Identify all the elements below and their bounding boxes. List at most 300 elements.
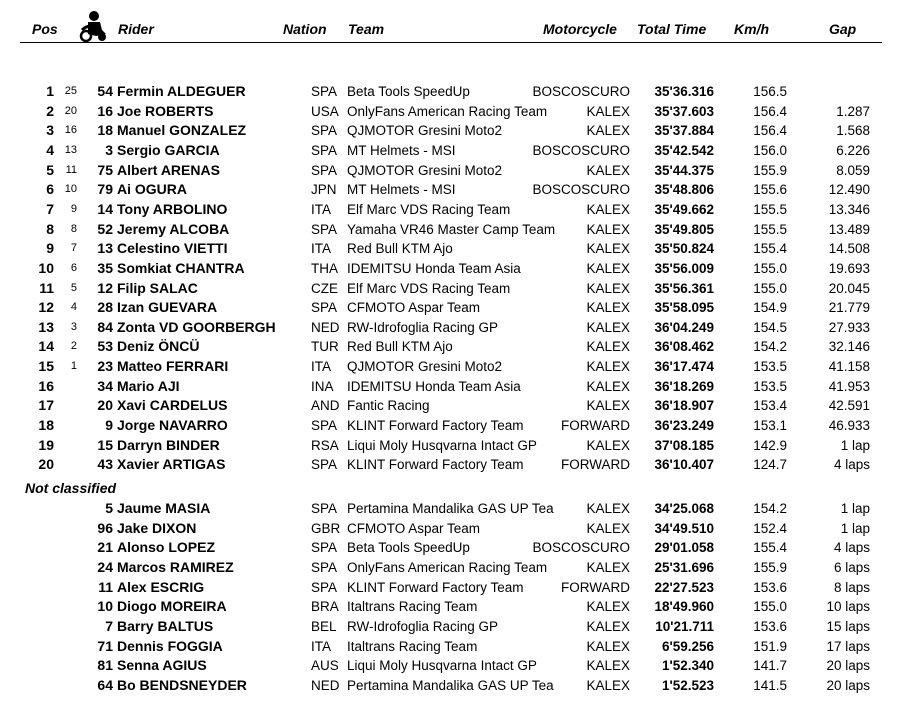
cell-kmh: 153.4: [753, 398, 787, 414]
cell-rider: Diogo MOREIRA: [117, 598, 227, 615]
cell-pos: 20: [38, 456, 54, 473]
header-rider: Rider: [118, 21, 154, 37]
cell-nation: RSA: [311, 437, 339, 453]
cell-moto: KALEX: [586, 638, 630, 654]
cell-team: Beta Tools SpeedUp: [347, 540, 470, 556]
motorcycle-rider-icon: [78, 10, 108, 42]
cell-gap: 6 laps: [833, 559, 870, 575]
cell-nation: JPN: [311, 182, 337, 198]
cell-nation: SPA: [311, 123, 338, 139]
cell-moto: KALEX: [586, 677, 630, 693]
cell-gap: 41.953: [828, 378, 870, 394]
cell-kmh: 124.7: [753, 457, 787, 473]
cell-gap: 20 laps: [826, 677, 870, 693]
cell-moto: KALEX: [586, 378, 630, 394]
cell-num: 28: [97, 299, 113, 316]
table-row: [0, 161, 917, 181]
cell-moto: KALEX: [586, 520, 630, 536]
cell-time: 35'37.884: [654, 123, 714, 139]
cell-num: 79: [97, 181, 113, 198]
cell-team: Italtrans Racing Team: [347, 599, 478, 615]
cell-gap: 8.059: [836, 162, 870, 178]
cell-pts: 25: [64, 85, 77, 97]
cell-moto: KALEX: [586, 201, 630, 217]
cell-pts: 2: [70, 340, 77, 353]
cell-nation: SPA: [311, 162, 338, 178]
cell-pts: 5: [70, 281, 77, 294]
cell-pos: 7: [46, 200, 54, 217]
cell-rider: Joe ROBERTS: [117, 102, 214, 119]
cell-pts: 10: [64, 183, 77, 196]
cell-pos: 14: [38, 338, 54, 355]
cell-num: 7: [105, 617, 113, 634]
cell-pos: 1: [46, 83, 54, 99]
cell-moto: KALEX: [586, 103, 630, 119]
cell-pts: 20: [64, 104, 77, 117]
header-pos: Pos: [32, 21, 58, 37]
cell-num: 21: [97, 539, 113, 556]
table-row: [0, 637, 917, 657]
table-row: [0, 259, 917, 279]
cell-pos: 19: [38, 436, 54, 453]
table-row: [0, 377, 917, 397]
cell-moto: KALEX: [586, 123, 630, 139]
cell-rider: Somkiat CHANTRA: [117, 259, 245, 276]
cell-time: 35'48.806: [654, 182, 714, 198]
cell-gap: 13.489: [828, 221, 870, 237]
cell-time: 35'56.009: [654, 260, 714, 276]
cell-gap: 1.287: [836, 103, 870, 119]
cell-time: 10'21.711: [655, 618, 714, 634]
cell-moto: KALEX: [586, 658, 630, 674]
cell-gap: 14.508: [828, 241, 870, 257]
cell-gap: 17 laps: [826, 638, 870, 654]
cell-kmh: 154.2: [753, 501, 787, 516]
cell-moto: BOSCOSCURO: [532, 84, 630, 99]
cell-kmh: 156.5: [753, 84, 787, 99]
header-motorcycle: Motorcycle: [543, 21, 617, 37]
cell-kmh: 155.4: [753, 241, 787, 257]
cell-team: KLINT Forward Factory Team: [347, 457, 524, 473]
cell-time: 36'18.269: [654, 378, 714, 394]
cell-num: 75: [97, 161, 113, 178]
cell-num: 43: [97, 456, 113, 473]
cell-rider: Manuel GONZALEZ: [117, 122, 247, 139]
cell-pos: 11: [39, 279, 54, 296]
cell-nation: SPA: [311, 142, 338, 158]
cell-moto: KALEX: [586, 398, 630, 414]
cell-team: Pertamina Mandalika GAS UP Tea: [347, 501, 554, 516]
cell-kmh: 155.0: [753, 599, 787, 615]
cell-gap: 46.933: [828, 418, 870, 434]
cell-num: 16: [97, 102, 113, 119]
cell-time: 36'04.249: [654, 319, 714, 335]
cell-kmh: 155.5: [753, 201, 787, 217]
cell-kmh: 153.6: [753, 579, 787, 595]
cell-num: 71: [97, 637, 113, 654]
cell-gap: 1 lap: [840, 520, 870, 536]
cell-kmh: 154.9: [753, 300, 787, 316]
cell-time: 36'18.907: [654, 398, 714, 414]
cell-gap: 4 laps: [833, 457, 870, 473]
cell-num: 53: [97, 338, 113, 355]
table-row: [0, 102, 917, 122]
cell-rider: Jorge NAVARRO: [117, 417, 228, 434]
cell-team: Red Bull KTM Ajo: [347, 339, 453, 355]
cell-time: 1'52.340: [661, 658, 714, 674]
cell-num: 34: [97, 377, 113, 394]
cell-gap: 42.591: [828, 398, 870, 414]
cell-num: 14: [97, 200, 113, 217]
cell-kmh: 156.4: [753, 123, 787, 139]
cell-pts: 9: [70, 202, 77, 215]
table-row: [0, 337, 917, 357]
table-row: [0, 239, 917, 259]
table-row: [0, 656, 917, 676]
cell-num: 3: [105, 141, 113, 158]
cell-rider: Sergio GARCIA: [117, 141, 220, 158]
cell-moto: FORWARD: [561, 418, 630, 434]
cell-nation: GBR: [311, 520, 341, 536]
cell-pos: 12: [38, 299, 54, 316]
cell-gap: 6.226: [836, 142, 870, 158]
cell-moto: KALEX: [586, 280, 630, 296]
cell-moto: KALEX: [586, 162, 630, 178]
cell-nation: INA: [311, 378, 334, 394]
cell-pos: 9: [46, 240, 54, 257]
cell-time: 37'08.185: [654, 437, 714, 453]
cell-num: 10: [97, 598, 113, 615]
cell-pos: 6: [46, 181, 54, 198]
cell-nation: ITA: [311, 241, 331, 257]
cell-rider: Matteo FERRARI: [117, 358, 229, 375]
cell-team: RW-Idrofoglia Racing GP: [347, 319, 499, 335]
cell-nation: BRA: [311, 599, 339, 615]
cell-team: QJMOTOR Gresini Moto2: [347, 123, 503, 139]
cell-moto: BOSCOSCURO: [532, 142, 630, 158]
cell-time: 36'17.474: [654, 359, 714, 375]
cell-time: 36'23.249: [654, 418, 714, 434]
cell-kmh: 155.0: [753, 260, 787, 276]
table-row: [0, 455, 917, 475]
cell-rider: Darryn BINDER: [117, 436, 220, 453]
cell-pts: 16: [64, 124, 77, 137]
cell-nation: TUR: [311, 339, 339, 355]
cell-rider: Dennis FOGGIA: [117, 637, 223, 654]
cell-time: 34'25.068: [654, 501, 714, 516]
cell-kmh: 155.5: [753, 221, 787, 237]
cell-rider: Jake DIXON: [117, 519, 197, 536]
cell-gap: 19.693: [828, 260, 870, 276]
cell-pts: 11: [65, 163, 77, 176]
results-header: [20, 8, 882, 43]
cell-gap: 1.568: [836, 123, 870, 139]
cell-team: Fantic Racing: [347, 398, 430, 414]
cell-nation: SPA: [311, 84, 338, 99]
cell-nation: ITA: [311, 638, 331, 654]
cell-team: Elf Marc VDS Racing Team: [347, 280, 511, 296]
cell-nation: USA: [311, 103, 339, 119]
table-row: [0, 141, 917, 161]
cell-num: 24: [97, 558, 113, 575]
table-row: [0, 121, 917, 141]
cell-pts: 3: [70, 320, 77, 333]
cell-rider: Jaume MASIA: [117, 500, 211, 516]
cell-pts: 1: [70, 360, 77, 373]
cell-pos: 15: [38, 358, 54, 375]
cell-moto: KALEX: [586, 319, 630, 335]
cell-moto: KALEX: [586, 241, 630, 257]
cell-num: 52: [97, 220, 113, 237]
cell-time: 35'37.603: [654, 103, 714, 119]
cell-gap: 21.779: [828, 300, 870, 316]
cell-team: Pertamina Mandalika GAS UP Tea: [347, 677, 554, 693]
cell-team: Yamaha VR46 Master Camp Team: [347, 221, 556, 237]
header-kmh: Km/h: [734, 21, 769, 37]
cell-num: 96: [97, 519, 113, 536]
cell-nation: SPA: [311, 540, 338, 556]
cell-kmh: 155.4: [753, 540, 787, 556]
not-classified-title: Not classified: [25, 480, 117, 496]
cell-time: 6'59.256: [661, 638, 714, 654]
cell-num: 64: [97, 676, 113, 693]
cell-rider: Mario AJI: [117, 377, 180, 394]
table-row: [0, 617, 917, 637]
cell-nation: SPA: [311, 579, 338, 595]
cell-team: Elf Marc VDS Racing Team: [347, 201, 511, 217]
cell-gap: 41.158: [828, 359, 870, 375]
cell-num: 5: [105, 500, 113, 516]
cell-nation: ITA: [311, 359, 331, 375]
table-row: [0, 357, 917, 377]
cell-rider: Alex ESCRIG: [117, 578, 205, 595]
cell-rider: Tony ARBOLINO: [117, 200, 228, 217]
cell-kmh: 153.6: [753, 618, 787, 634]
cell-team: MT Helmets - MSI: [347, 182, 456, 198]
cell-time: 1'52.523: [661, 677, 714, 693]
cell-moto: KALEX: [586, 501, 630, 516]
table-row: [0, 499, 917, 519]
cell-pts: 6: [70, 261, 77, 274]
cell-pts: 13: [64, 143, 77, 156]
cell-rider: Xavier ARTIGAS: [117, 456, 226, 473]
table-row: [0, 416, 917, 436]
cell-num: 18: [97, 122, 113, 139]
cell-num: 84: [97, 318, 113, 335]
cell-nation: SPA: [311, 457, 338, 473]
cell-num: 20: [97, 397, 113, 414]
cell-gap: 20.045: [828, 280, 870, 296]
cell-kmh: 151.9: [753, 638, 787, 654]
cell-nation: NED: [311, 677, 340, 693]
cell-time: 36'08.462: [654, 339, 714, 355]
cell-team: Liqui Moly Husqvarna Intact GP: [347, 437, 537, 453]
cell-kmh: 156.4: [753, 103, 787, 119]
cell-team: QJMOTOR Gresini Moto2: [347, 359, 503, 375]
cell-pos: 2: [46, 102, 54, 119]
cell-rider: Fermin ALDEGUER: [117, 83, 246, 99]
cell-nation: AUS: [311, 658, 339, 674]
cell-time: 35'49.662: [654, 201, 714, 217]
cell-pos: 17: [38, 397, 54, 414]
cell-num: 13: [97, 240, 113, 257]
cell-gap: 1 lap: [840, 437, 870, 453]
cell-time: 18'49.960: [654, 599, 714, 615]
cell-rider: Barry BALTUS: [117, 617, 214, 634]
table-row: [0, 180, 917, 200]
cell-rider: Alonso LOPEZ: [117, 539, 215, 556]
cell-num: 23: [97, 358, 113, 375]
cell-moto: FORWARD: [561, 457, 630, 473]
table-row: [0, 279, 917, 299]
cell-pos: 16: [38, 377, 54, 394]
cell-num: 54: [97, 83, 113, 99]
cell-rider: Celestino VIETTI: [117, 240, 228, 257]
cell-moto: KALEX: [586, 221, 630, 237]
cell-nation: THA: [311, 260, 338, 276]
cell-rider: Ai OGURA: [117, 181, 187, 198]
cell-gap: 12.490: [828, 182, 870, 198]
cell-pos: 10: [38, 259, 54, 276]
cell-team: IDEMITSU Honda Team Asia: [347, 260, 521, 276]
cell-time: 29'01.058: [654, 540, 714, 556]
cell-rider: Zonta VD GOORBERGH: [117, 318, 276, 335]
cell-rider: Deniz ÖNCÜ: [117, 338, 200, 355]
cell-gap: 8 laps: [833, 579, 870, 595]
cell-pos: 3: [46, 122, 54, 139]
cell-time: 22'27.523: [654, 579, 714, 595]
cell-team: KLINT Forward Factory Team: [347, 579, 524, 595]
cell-kmh: 153.5: [753, 378, 787, 394]
cell-kmh: 155.6: [753, 182, 787, 198]
cell-nation: SPA: [311, 559, 338, 575]
cell-num: 12: [97, 279, 113, 296]
cell-time: 35'42.542: [654, 142, 714, 158]
cell-time: 35'58.095: [654, 300, 714, 316]
table-row: [0, 597, 917, 617]
cell-pos: 8: [46, 220, 54, 237]
header-team: Team: [348, 21, 385, 37]
cell-pos: 18: [38, 417, 54, 434]
cell-rider: Albert ARENAS: [117, 161, 220, 178]
cell-nation: ITA: [311, 201, 331, 217]
cell-moto: BOSCOSCURO: [532, 540, 630, 556]
cell-nation: BEL: [311, 618, 337, 634]
cell-team: IDEMITSU Honda Team Asia: [347, 378, 521, 394]
cell-rider: Izan GUEVARA: [117, 299, 218, 316]
cell-moto: KALEX: [586, 437, 630, 453]
cell-nation: SPA: [311, 501, 338, 516]
header-total-time: Total Time: [637, 21, 707, 37]
table-row: [0, 220, 917, 240]
cell-nation: SPA: [311, 221, 338, 237]
cell-num: 81: [97, 657, 113, 674]
cell-time: 25'31.696: [654, 559, 714, 575]
cell-team: Liqui Moly Husqvarna Intact GP: [347, 658, 537, 674]
cell-rider: Filip SALAC: [117, 279, 198, 296]
cell-nation: CZE: [311, 280, 338, 296]
cell-gap: 13.346: [828, 201, 870, 217]
cell-kmh: 156.0: [753, 142, 787, 158]
cell-pos: 5: [46, 161, 54, 178]
cell-time: 35'44.375: [654, 162, 714, 178]
cell-team: OnlyFans American Racing Team: [347, 559, 548, 575]
cell-time: 35'36.316: [654, 84, 714, 99]
cell-gap: 32.146: [828, 339, 870, 355]
cell-team: CFMOTO Aspar Team: [347, 520, 481, 536]
cell-moto: KALEX: [586, 599, 630, 615]
cell-gap: 15 laps: [826, 618, 870, 634]
cell-kmh: 154.2: [753, 339, 787, 355]
table-row: [0, 538, 917, 558]
cell-kmh: 142.9: [753, 437, 787, 453]
cell-moto: KALEX: [586, 559, 630, 575]
cell-nation: NED: [311, 319, 340, 335]
cell-gap: 4 laps: [833, 540, 870, 556]
cell-nation: SPA: [311, 418, 338, 434]
cell-team: Italtrans Racing Team: [347, 638, 478, 654]
cell-nation: SPA: [311, 300, 338, 316]
cell-pts: 4: [70, 301, 77, 314]
cell-team: OnlyFans American Racing Team: [347, 103, 548, 119]
cell-team: RW-Idrofoglia Racing GP: [347, 618, 499, 634]
cell-time: 35'56.361: [654, 280, 714, 296]
cell-time: 35'49.805: [654, 221, 714, 237]
cell-kmh: 153.1: [753, 418, 787, 434]
cell-moto: BOSCOSCURO: [532, 182, 630, 198]
table-row: [0, 578, 917, 598]
cell-team: QJMOTOR Gresini Moto2: [347, 162, 503, 178]
cell-kmh: 155.0: [753, 280, 787, 296]
cell-nation: AND: [311, 398, 340, 414]
cell-kmh: 154.5: [753, 319, 787, 335]
table-row: [0, 558, 917, 578]
cell-moto: KALEX: [586, 260, 630, 276]
cell-time: 36'10.407: [654, 457, 714, 473]
cell-kmh: 141.5: [753, 677, 787, 693]
cell-gap: 1 lap: [840, 501, 870, 516]
table-row: [0, 82, 917, 102]
cell-gap: 10 laps: [826, 599, 870, 615]
header-gap: Gap: [829, 21, 857, 37]
cell-kmh: 155.9: [753, 559, 787, 575]
cell-team: Beta Tools SpeedUp: [347, 84, 470, 99]
cell-pts: 8: [70, 222, 77, 235]
cell-team: Red Bull KTM Ajo: [347, 241, 453, 257]
cell-rider: Bo BENDSNEYDER: [117, 676, 247, 693]
cell-kmh: 152.4: [753, 520, 787, 536]
cell-rider: Xavi CARDELUS: [117, 397, 228, 414]
table-row: [0, 676, 917, 696]
cell-pos: 4: [46, 141, 54, 158]
cell-rider: Jeremy ALCOBA: [117, 220, 230, 237]
cell-time: 35'50.824: [654, 241, 714, 257]
cell-kmh: 155.9: [753, 162, 787, 178]
cell-moto: KALEX: [586, 618, 630, 634]
table-row: [0, 200, 917, 220]
cell-gap: 20 laps: [826, 658, 870, 674]
cell-moto: KALEX: [586, 339, 630, 355]
cell-team: KLINT Forward Factory Team: [347, 418, 524, 434]
cell-time: 34'49.510: [654, 520, 714, 536]
table-row: [0, 396, 917, 416]
cell-num: 35: [97, 259, 113, 276]
cell-pts: 7: [70, 242, 77, 255]
cell-moto: KALEX: [586, 300, 630, 316]
cell-team: CFMOTO Aspar Team: [347, 300, 481, 316]
cell-gap: 27.933: [828, 319, 870, 335]
table-row: [0, 519, 917, 539]
